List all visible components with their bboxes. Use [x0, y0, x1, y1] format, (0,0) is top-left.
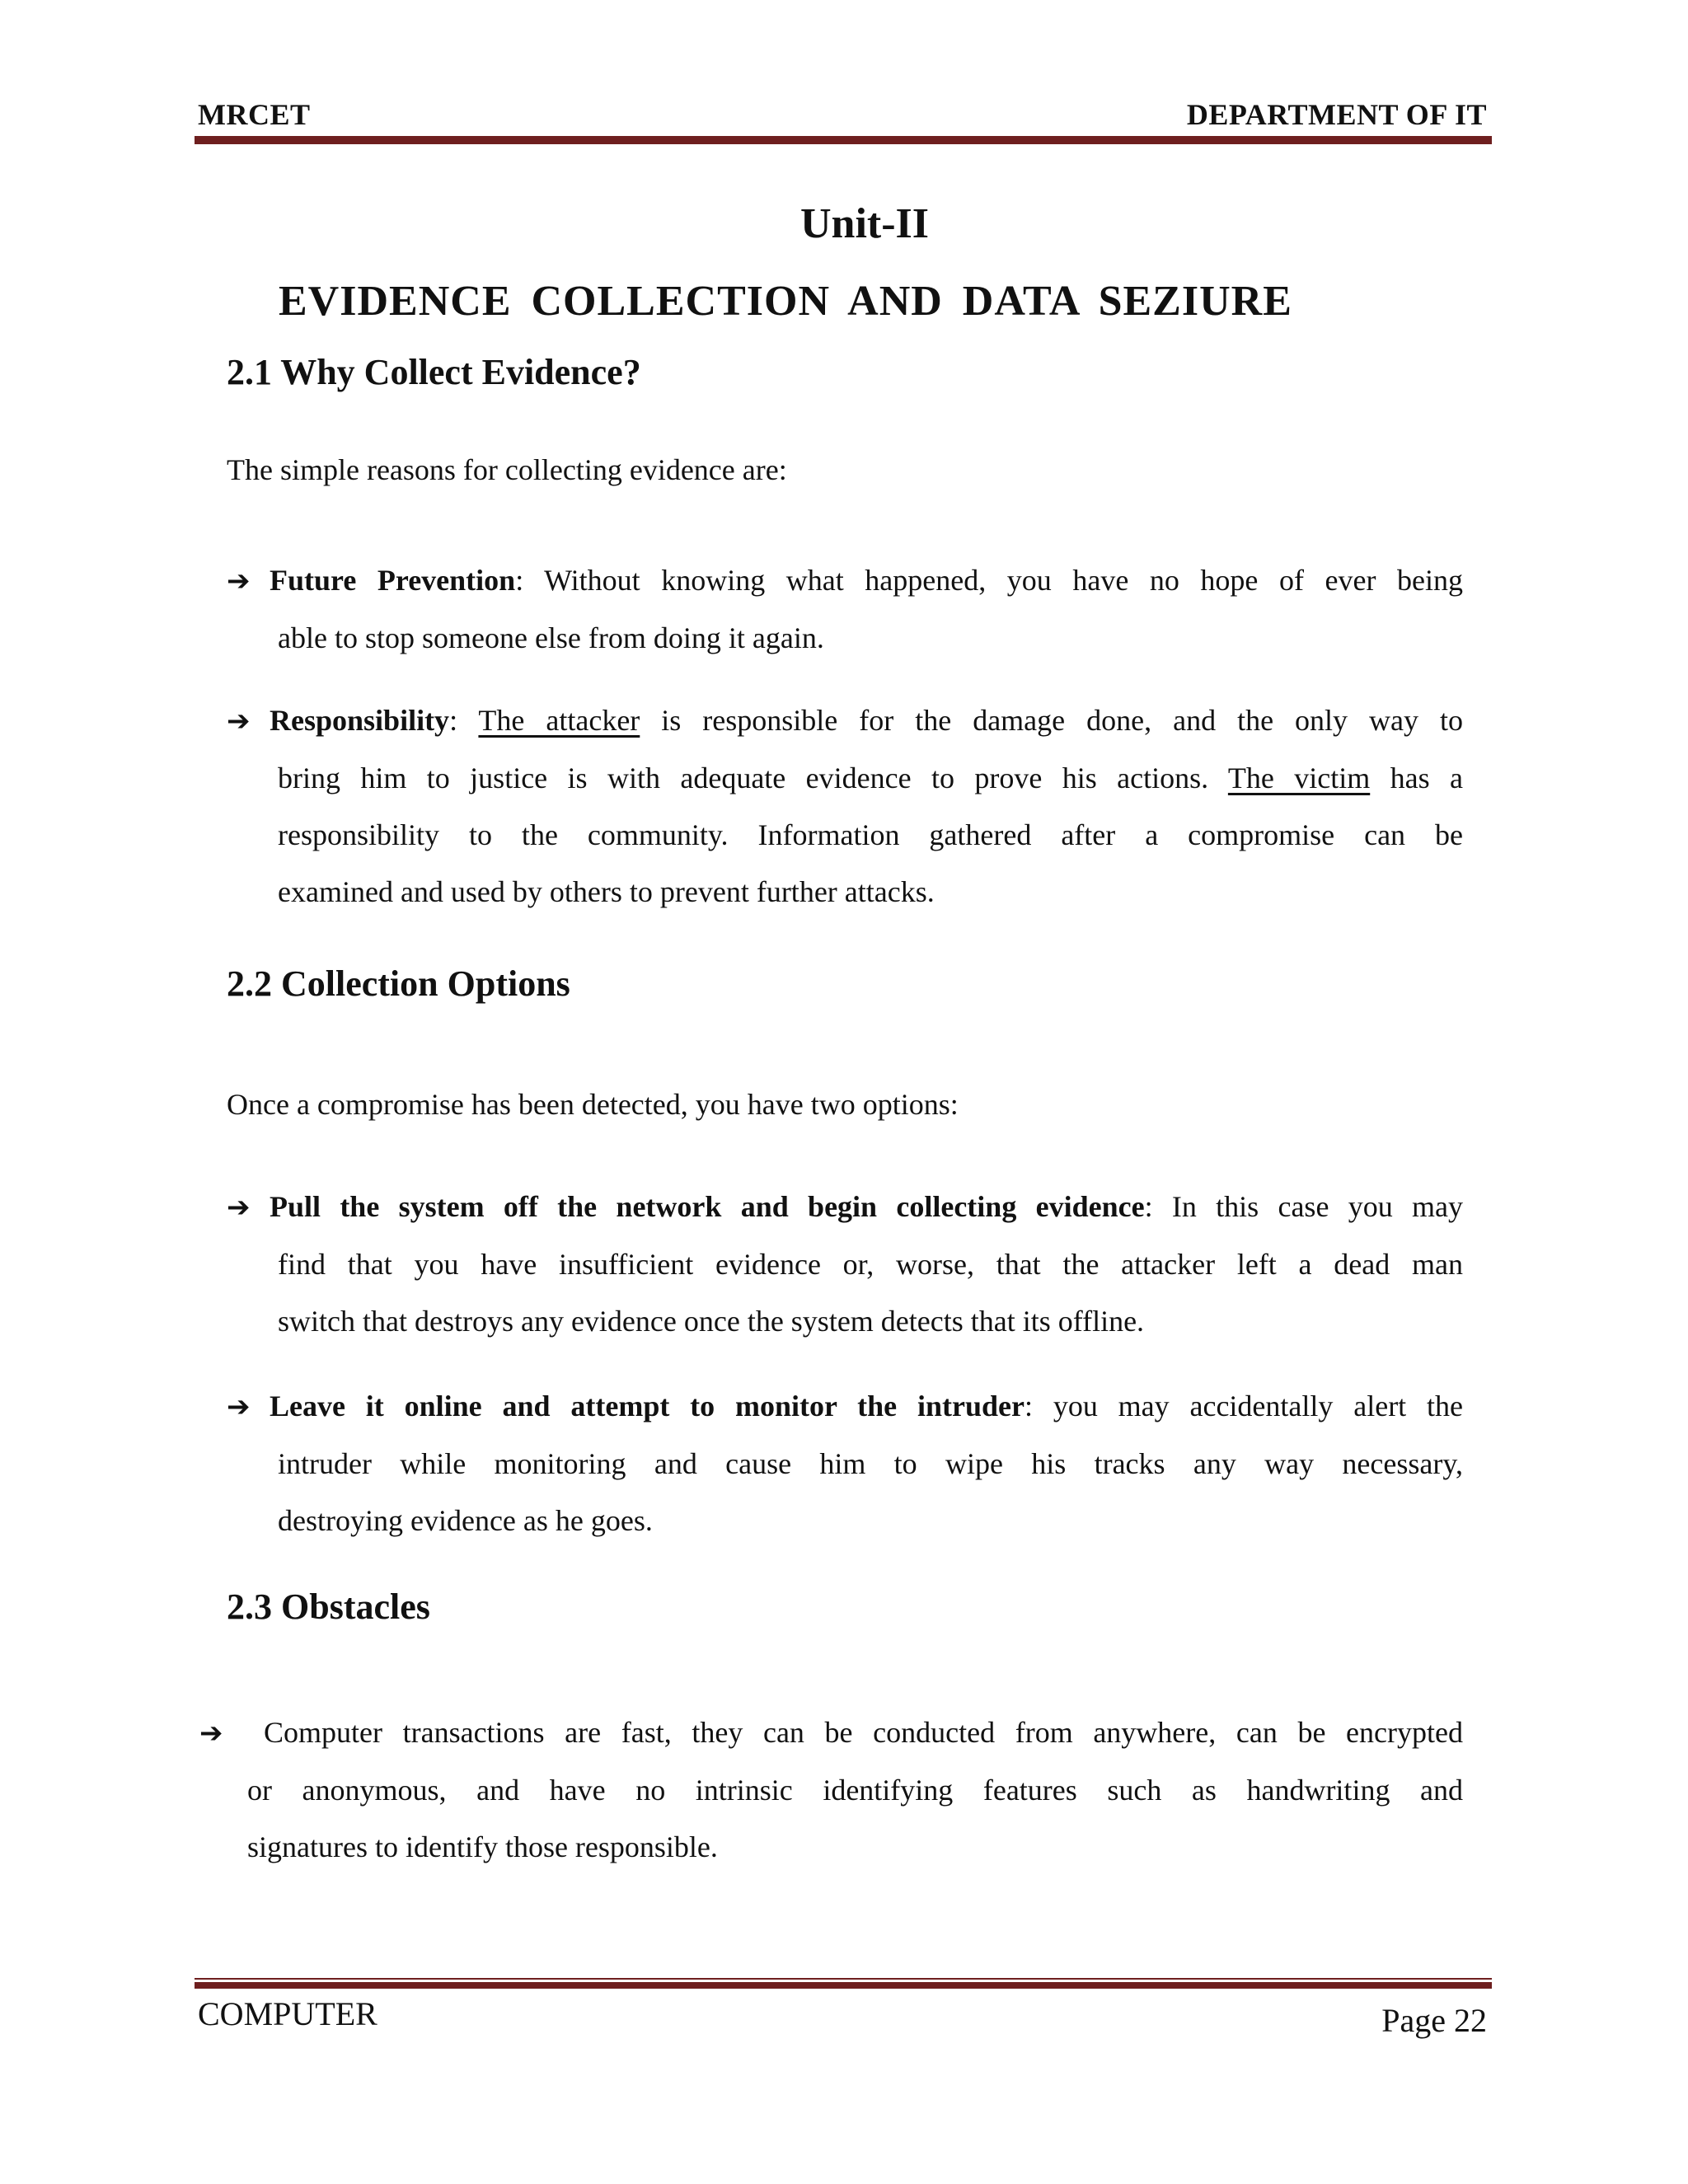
underlined-term: The attacker — [478, 704, 640, 737]
header-right: DEPARTMENT OF IT — [1186, 98, 1487, 131]
bullet-text: switch that destroys any evidence once the system detects that its offline. — [278, 1305, 1145, 1338]
main-title: EVIDENCE COLLECTION AND DATA SEZIURE — [279, 278, 1292, 325]
bullet-leave-online — [227, 1378, 1463, 1549]
bullet-text: or anonymous, and have no intrinsic identifying features such as handwriting and — [247, 1774, 1463, 1807]
header-rule — [195, 134, 1492, 144]
arrow-right-icon: ➔ — [227, 1191, 251, 1224]
arrow-right-icon: ➔ — [199, 1717, 223, 1750]
section-heading-2-3: 2.3 Obstacles — [227, 1586, 430, 1627]
bullet-text: : In this case you may — [1144, 1190, 1463, 1223]
bullet-text: able to stop someone else from doing it again. — [278, 621, 824, 654]
footer-left: COMPUTER — [198, 1995, 377, 2032]
bullet-text: has a — [1370, 762, 1463, 794]
section-heading-2-1: 2.1 Why Collect Evidence? — [227, 352, 641, 392]
bullet-pull-system — [227, 1179, 1463, 1350]
unit-title: Unit-II — [799, 200, 930, 247]
bullet-term: Leave it online and attempt to monitor the intruder — [270, 1390, 1025, 1422]
bullet-future-prevention — [227, 552, 1463, 667]
bullet-separator: : — [449, 704, 479, 737]
arrow-right-icon: ➔ — [227, 565, 251, 598]
bullet-text: : Without knowing what happened, you have no hope of ever being — [515, 564, 1463, 597]
bullet-text: responsibility to the community. Information gathered after a compromise can be — [278, 818, 1463, 851]
bullet-text: bring him to justice is with adequate evidence to prove his actions. — [278, 762, 1228, 794]
page-number: Page 22 — [1381, 2002, 1487, 2039]
footer-rule — [195, 1978, 1492, 1989]
section-2-1-intro: The simple reasons for collecting evidence are: — [227, 453, 787, 486]
section-2-2-intro: Once a compromise has been detected, you have two options: — [227, 1088, 959, 1121]
underlined-term: The victim — [1227, 762, 1371, 794]
bullet-term: Future Prevention — [270, 564, 516, 597]
bullet-text: destroying evidence as he goes. — [278, 1504, 653, 1537]
bullet-text: Computer transactions are fast, they can be conducted from anywhere, can be encrypted — [264, 1716, 1463, 1749]
bullet-text: is responsible for the damage done, and the only way to — [640, 704, 1464, 737]
arrow-right-icon: ➔ — [227, 1390, 251, 1423]
section-heading-2-2: 2.2 Collection Options — [227, 963, 570, 1004]
bullet-term: Pull the system off the network and begin collecting evidence — [270, 1190, 1145, 1223]
arrow-right-icon: ➔ — [227, 705, 251, 738]
header-left: MRCET — [198, 98, 311, 131]
bullet-text: find that you have insufficient evidence or, worse, that the attacker left a dead man — [278, 1248, 1463, 1281]
bullet-responsibility — [227, 692, 1463, 921]
bullet-obstacles — [199, 1704, 1463, 1876]
bullet-text: signatures to identify those responsible. — [247, 1830, 718, 1863]
bullet-text: intruder while monitoring and cause him to wipe his tracks any way necessary, — [278, 1447, 1463, 1480]
bullet-text: examined and used by others to prevent further attacks. — [278, 875, 935, 908]
bullet-term: Responsibility — [270, 704, 450, 737]
bullet-text: : you may accidentally alert the — [1025, 1390, 1464, 1422]
